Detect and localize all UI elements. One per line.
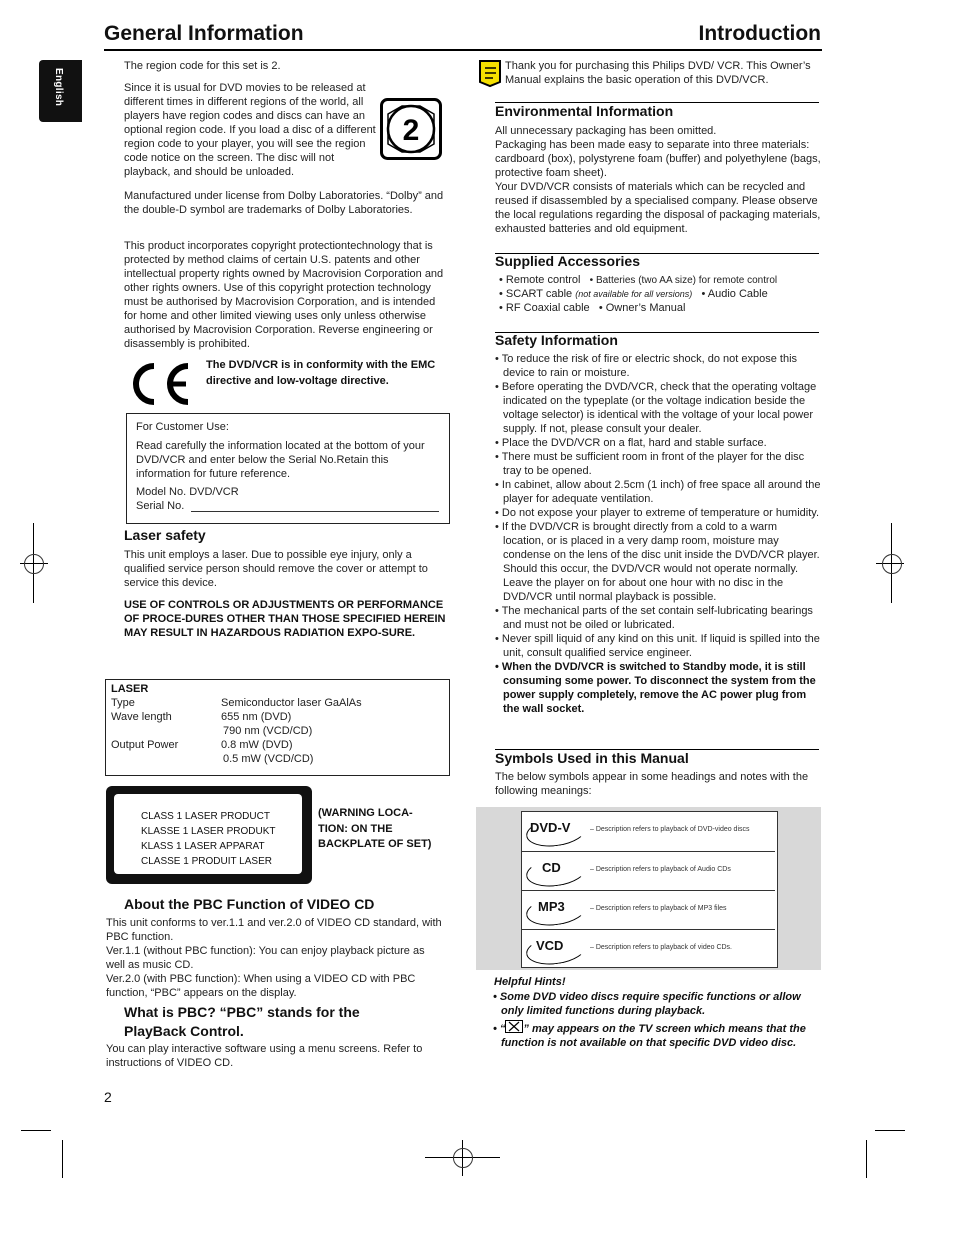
accessories-line-1: • Remote control • Batteries (two AA size) for remote control	[499, 274, 778, 286]
hazard-warning-text: USE OF CONTROLS OR ADJUSTMENTS OR PERFORMANCE OF PROCE-DURES OTHER THAN THOSE SPECIFIED HEREIN MAY RESULT IN HAZARDOUS RADIATION EXPO-SURE.	[124, 599, 446, 639]
registration-mark	[24, 554, 44, 574]
helpful-hints-title: Helpful Hints!	[494, 976, 566, 988]
customer-box-text: Read carefully the information located at the bottom of your DVD/VCR and enter below the Serial No.Retain this information for future reference.	[136, 440, 425, 480]
laser-safety-heading: Laser safety	[124, 527, 206, 543]
environmental-text-1: All unnecessary packaging has been omitted.	[495, 125, 717, 137]
list-item: • Place the DVD/VCR on a flat, hard and stable surface.	[495, 437, 767, 449]
symbol-description: – Description refers to playback of MP3 files	[590, 905, 727, 912]
mp3-symbol: MP3	[538, 899, 565, 914]
svg-text:2: 2	[402, 114, 420, 147]
safety-heading: Safety Information	[495, 332, 618, 348]
laser-class-label	[106, 786, 312, 884]
crop-mark	[62, 1140, 63, 1178]
laser-class-line: KLASSE 1 LASER PRODUKT	[141, 826, 276, 837]
header-rule	[104, 49, 822, 51]
region-2-icon	[380, 98, 442, 160]
crop-mark	[875, 1130, 905, 1131]
pbc-question-heading: What is PBC? “PBC” stands for the PlayBack Control.	[124, 1004, 360, 1039]
accessories-line-2: • SCART cable (not available for all versions) • Audio Cable	[499, 288, 768, 300]
customer-box-title: For Customer Use:	[136, 421, 229, 433]
crop-mark	[866, 1140, 867, 1178]
symbol-description: – Description refers to playback of DVD-video discs	[590, 826, 750, 833]
symbols-text: The below symbols appear in some headings and notes with the following meanings:	[495, 771, 809, 797]
environmental-heading: Environmental Information	[495, 103, 674, 119]
page-number: 2	[104, 1089, 112, 1105]
laser-spec-row: 790 nm (VCD/CD)	[223, 725, 313, 737]
laser-spec-title: LASER	[111, 683, 149, 695]
hint-1: • Some DVD video discs require specific functions or allow only limited functions during playback.	[493, 991, 801, 1017]
symbol-row-dvd	[522, 812, 775, 850]
pbc-question-text: You can play interactive software using a menu screens. Refer to instructions of VIDEO CD.	[106, 1043, 423, 1069]
laser-safety-text: This unit employs a laser. Due to possible eye injury, only a qualified service person should remove the cover or attempt to service this device.	[124, 549, 428, 589]
registration-mark	[882, 554, 902, 574]
vcd-symbol: VCD	[536, 938, 564, 953]
section-title-introduction: Introduction	[698, 22, 821, 45]
hint-2: • “ ” may appears on the TV screen which means that the function is not available on that specific DVD video disc.	[493, 1020, 825, 1050]
pbc-ver11-text: Ver.1.1 (without PBC function): You can enjoy playback picture as well as music CD.	[106, 945, 425, 971]
symbol-row-cd	[522, 851, 775, 890]
list-item: • In cabinet, allow about 2.5cm (1 inch) of free space all around the player for adequate ventilation.	[495, 479, 821, 505]
accessories-line-3: • RF Coaxial cable • Owner’s Manual	[499, 302, 686, 314]
symbol-row-vcd	[522, 929, 775, 966]
laser-class-line: KLASS 1 LASER APPARAT	[141, 841, 265, 852]
list-item-standby-warning: • When the DVD/VCR is switched to Standby mode, it is still consuming some power. To disconnect the system from the power supply completely, remove the AC power plug from the wall socket.	[495, 661, 816, 715]
customer-use-box	[126, 413, 450, 524]
ce-mark-icon	[128, 360, 198, 408]
cd-symbol: CD	[542, 860, 561, 875]
language-tab: English	[39, 60, 82, 122]
laser-class-line: CLASSE 1 PRODUIT LASER	[141, 856, 272, 867]
safety-list	[495, 352, 821, 716]
list-item: • To reduce the risk of fire or electric shock, do not expose this device to rain or moisture.	[495, 353, 798, 379]
laser-spec-row: 0.5 mW (VCD/CD)	[223, 753, 314, 765]
serial-number-line	[191, 511, 439, 512]
serial-number-label: Serial No.	[136, 500, 185, 512]
region-code-text: The region code for this set is 2.	[124, 60, 281, 72]
laser-class-line: CLASS 1 LASER PRODUCT	[141, 811, 270, 822]
warning-location-text: (WARNING LOCA-TION: ON THE BACKPLATE OF SET)	[318, 807, 432, 850]
copyright-paragraph: This product incorporates copyright protectiontechnology that is protected by method claims of certain U.S. patents and other intellectual property rights owned by Macrovision Corporation and other rights owners. Use of this copyright protection technology must be authorised by Macrovision Corporation, and is intended for home and other limited viewing uses only unless otherwise authorised by Macrovision Corporation. Reverse engineering or disassembly is prohibited.	[124, 240, 444, 350]
list-item: • If the DVD/VCR is brought directly from a cold to a warm location, or is placed in a very damp room, moisture may condense on the lens of the disc unit inside the DVD/VCR player. Should this occur, the DVD/VCR would not operate normally. Leave the player on for about one hour with no disc in the DVD/VCR until normal playback is possible.	[495, 521, 820, 603]
ce-conformity-text: The DVD/VCR is in conformity with the EMC directive and low-voltage directive.	[206, 359, 436, 387]
intro-text: Thank you for purchasing this Philips DVD/ VCR. This Owner’s Manual explains the basic operation of this DVD/VCR.	[505, 60, 811, 86]
list-item: • There must be sufficient room in front of the player for the disc tray to be opened.	[495, 451, 805, 477]
symbols-heading: Symbols Used in this Manual	[495, 750, 689, 766]
pbc-text: This unit conforms to ver.1.1 and ver.2.0 of VIDEO CD standard, with PBC function.	[106, 917, 442, 943]
laser-spec-row: Type Semiconductor laser GaAlAs	[111, 697, 362, 709]
symbol-description: – Description refers to playback of video CDs.	[590, 944, 733, 951]
symbol-row-mp3	[522, 890, 775, 929]
laser-spec-row: Wave length 655 nm (DVD)	[111, 711, 292, 723]
environmental-text-3: Your DVD/VCR consists of materials which can be recycled and reused if disassembled by a specialised company. Please observe the local regulations regarding the disposal of packaging materials, exhausted batteries and old equipment.	[495, 181, 821, 235]
laser-spec-row: Output Power 0.8 mW (DVD)	[111, 739, 293, 751]
registration-mark	[453, 1148, 473, 1168]
list-item: • Before operating the DVD/VCR, check that the operating voltage indicated on the typeplate (or the voltage indication beside the voltage selector) is identical with the voltage of your local power supply. If not, please consult your dealer.	[495, 381, 817, 435]
accessories-heading: Supplied Accessories	[495, 253, 640, 269]
list-item: • Do not expose your player to extreme of temperature or humidity.	[495, 507, 820, 519]
crop-mark	[21, 1130, 51, 1131]
list-item: • The mechanical parts of the set contain self-lubricating bearings and must not be oiled or lubricated.	[495, 605, 813, 631]
pbc-ver20-text: Ver.2.0 (with PBC function): When using a VIDEO CD with PBC function, “PBC” appears on the display.	[106, 973, 416, 999]
dolby-paragraph: Manufactured under license from Dolby Laboratories. “Dolby” and the double-D symbol are trademarks of Dolby Laboratories.	[124, 190, 444, 216]
not-available-x-icon	[505, 1020, 523, 1033]
list-item: • Never spill liquid of any kind on this unit. If liquid is spilled into the unit, consult qualified service engineer.	[495, 633, 820, 659]
pbc-heading: About the PBC Function of VIDEO CD	[124, 896, 375, 912]
environmental-text-2: Packaging has been made easy to separate into three materials: cardboard (box), polystyrene foam (buffer) and polyethylene (bags, protective foam sheet).	[495, 139, 821, 179]
model-number-label: Model No. DVD/VCR	[136, 486, 239, 498]
symbol-description: – Description refers to playback of Audio CDs	[590, 866, 731, 873]
section-title-general-information: General Information	[104, 22, 304, 45]
dvd-v-symbol: DVD-V	[530, 820, 571, 835]
note-icon	[477, 58, 503, 86]
region-paragraph: Since it is usual for DVD movies to be released at different times in different regions of the world, all players have region codes and discs can have an optional region code. If you load a disc of a different region code to your player, you will see the region code notice on the screen. The disc will not playback, and should be unloaded.	[124, 82, 376, 178]
laser-spec-box	[105, 679, 450, 776]
laser-spec-table	[111, 696, 362, 766]
